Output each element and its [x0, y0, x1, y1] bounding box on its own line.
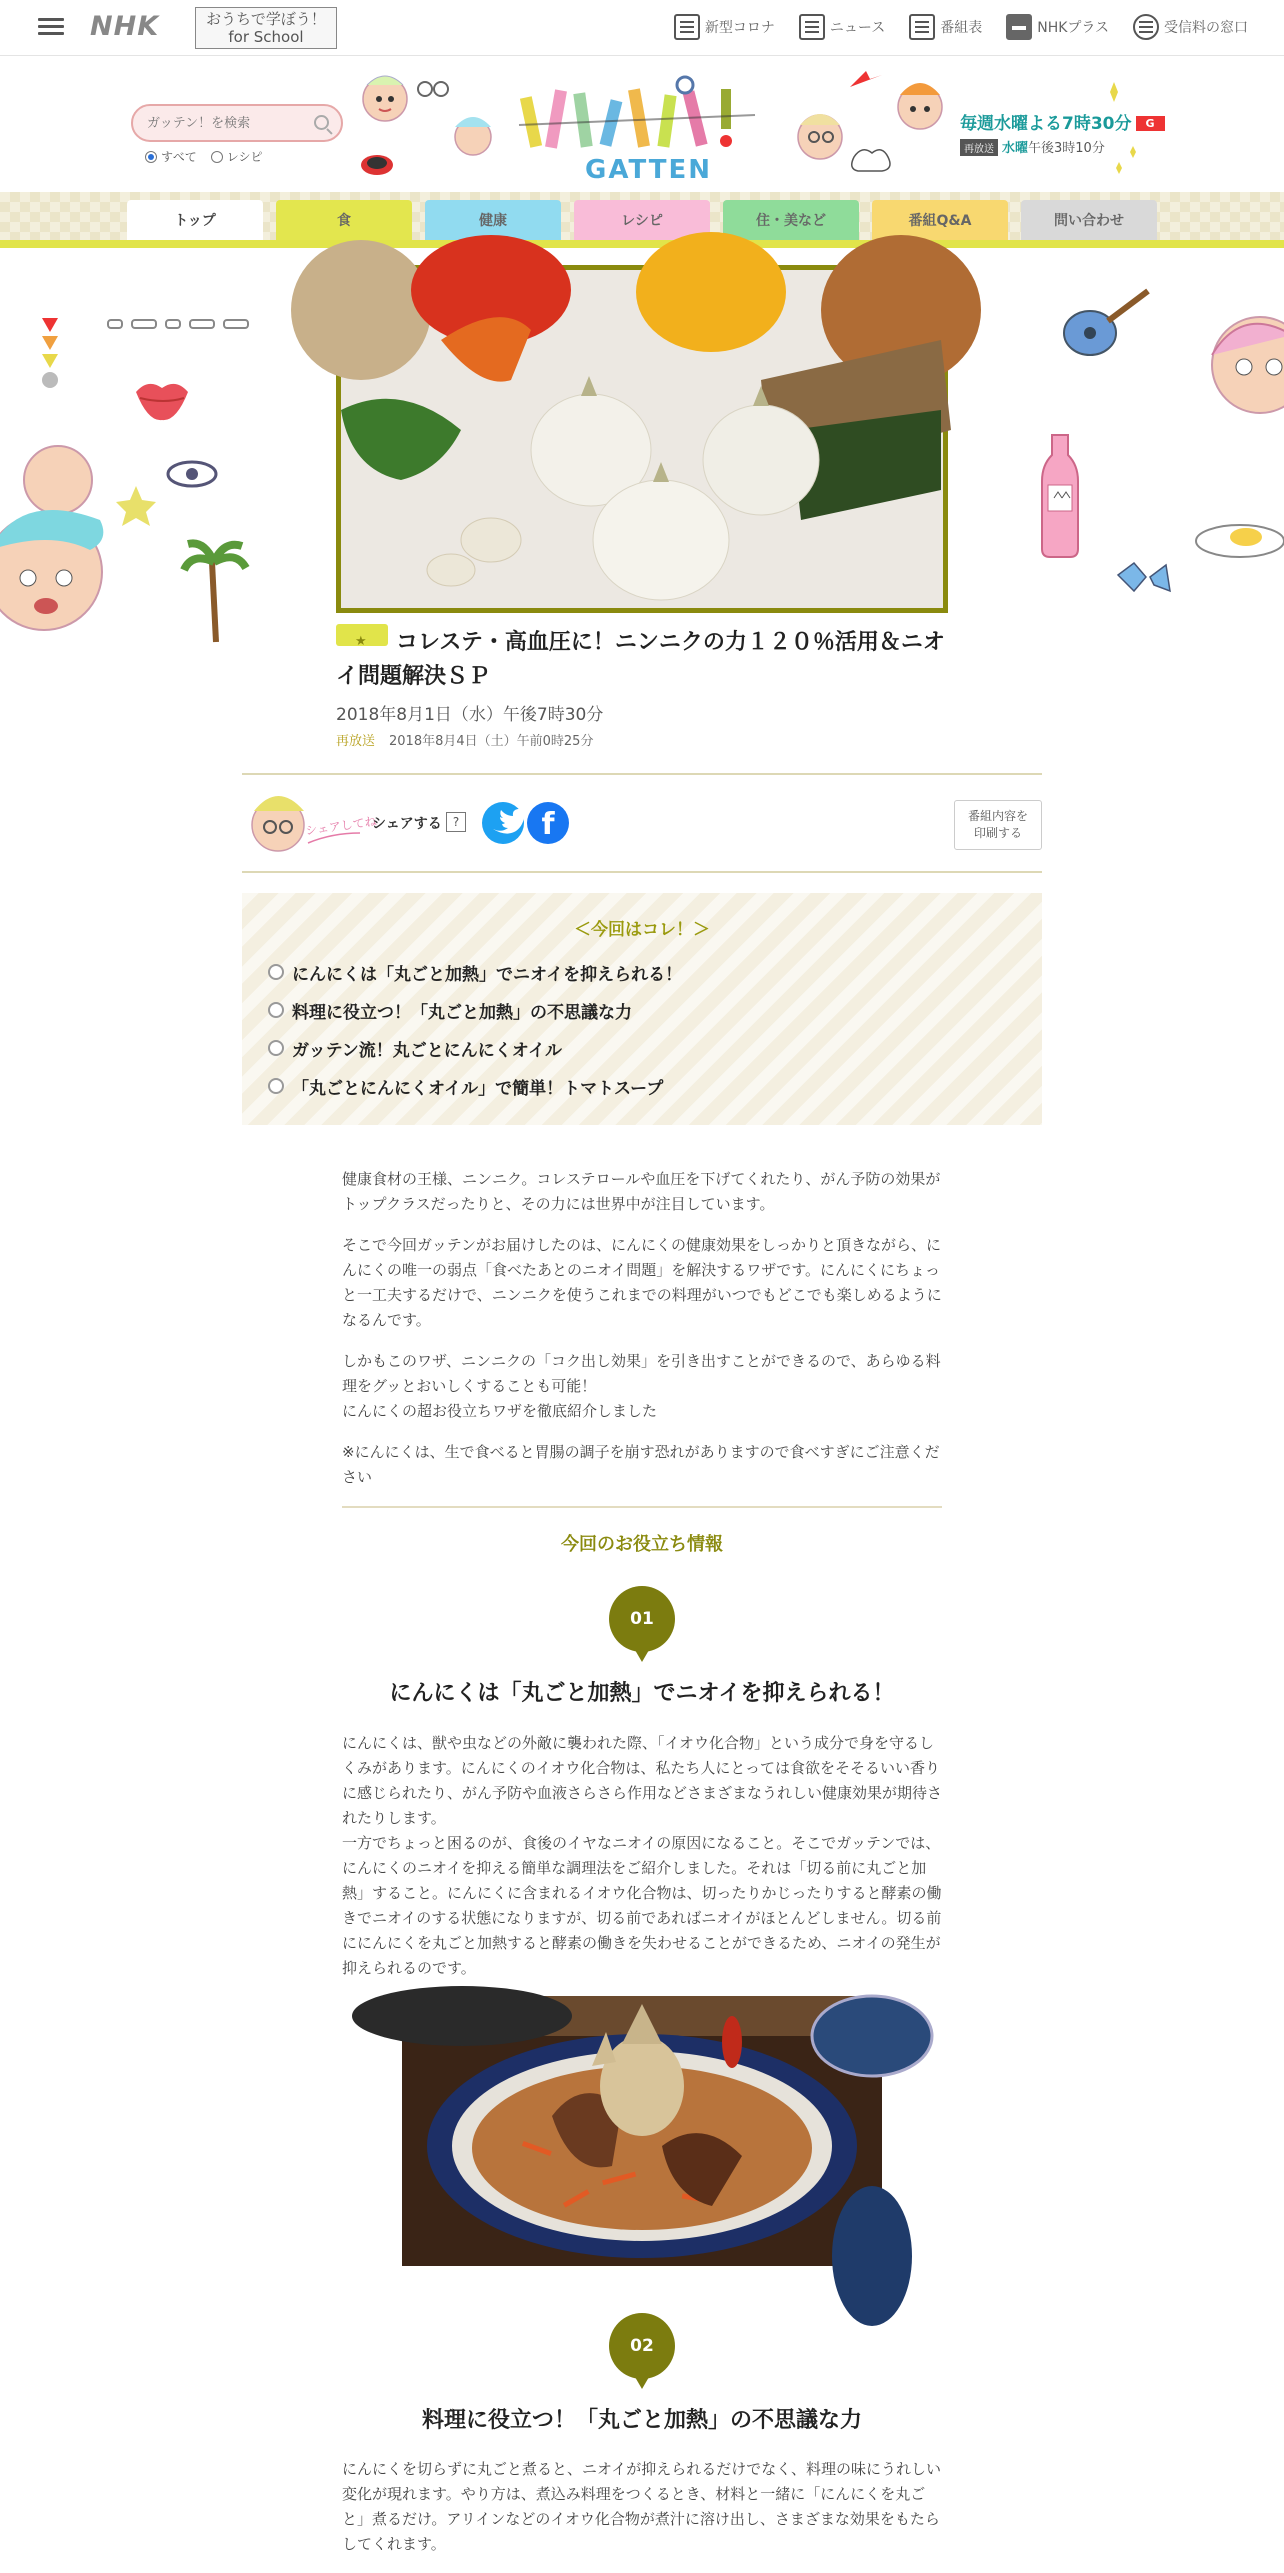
radio-recipe-label: レシピ [226, 150, 263, 164]
topnav-reception-label: 受信料の窓口 [1164, 20, 1248, 36]
topnav-nhk-plus[interactable] [1006, 14, 1109, 40]
episode-hero-image [336, 265, 948, 613]
highlight-text: 料理に役立つ！「丸ごと加熱」の不思議な力 [292, 1002, 632, 1023]
section-divider [342, 1506, 942, 1508]
section-photo [402, 1996, 882, 2266]
channel-badge: G [1136, 116, 1165, 131]
useful-info-title: 今回のお役立ち情報 [561, 1534, 723, 1555]
print-label-line2: 印刷する [973, 826, 1022, 840]
tab-food[interactable]: 食 [276, 200, 412, 240]
highlight-item[interactable] [268, 991, 682, 1029]
for-school-button[interactable] [195, 7, 337, 49]
nhk-plus-icon [1006, 14, 1032, 40]
highlight-text: にんにくは「丸ごと加熱」でニオイを抑えられる！ [292, 964, 683, 985]
section-body [342, 2457, 942, 2573]
share-label: シェアする [372, 816, 442, 832]
twitter-bird-icon [482, 802, 524, 844]
gatten-logo-text: GATTEN [585, 155, 713, 185]
facebook-icon[interactable]: f [527, 802, 569, 844]
topnav-corona-label: 新型コロナ [704, 20, 775, 36]
tab-health[interactable]: 健康 [425, 200, 561, 240]
intro-text [342, 1167, 942, 1506]
radio-checked-icon [145, 151, 157, 163]
character-illustrations-left [355, 67, 485, 182]
section-title: 料理に役立つ！「丸ごと加熱」の不思議な力 [421, 2408, 862, 2433]
news-icon [799, 14, 825, 40]
rebroadcast-day: 水曜 [1002, 141, 1029, 156]
search-input[interactable] [147, 113, 307, 133]
section-body [342, 1731, 942, 1997]
circle-bullet-icon [268, 1002, 284, 1018]
nhk-logo[interactable]: NHK [90, 11, 160, 42]
tab-life[interactable]: 住・美など [723, 200, 859, 240]
intro-paragraph: しかもこのワザ、ニンニクの「コク出し効果」を引き出すことができるので、あらゆる料理をグッとおいしくすることも可能！ [342, 1352, 941, 1395]
radio-recipe[interactable] [211, 148, 263, 165]
tab-contact[interactable]: 問い合わせ [1021, 200, 1157, 240]
menu-icon[interactable] [38, 14, 64, 40]
tab-top[interactable]: トップ [127, 200, 263, 240]
intro-paragraph: にんにくの超お役立ちワザを徹底紹介しました [342, 1402, 658, 1420]
site-header [0, 57, 1284, 192]
share-row [242, 773, 1042, 873]
help-icon[interactable]: ? [446, 812, 466, 832]
highlight-text: ガッテン流！丸ごとにんにくオイル [292, 1040, 562, 1061]
news-icon [674, 14, 700, 40]
right-side-illustration [1030, 285, 1284, 635]
tab-qa[interactable]: 番組Q&A [872, 200, 1008, 240]
rebroadcast-date: 2018年8月4日（土）午前0時25分 [389, 734, 594, 749]
episode-title-text: コレステ・高血圧に！ニンニクの力１２０％活用＆ニオイ問題解決ＳＰ [336, 630, 945, 689]
garlic-vegetables-photo [341, 270, 943, 608]
intro-paragraph: そこで今回ガッテンがお届けしたのは、にんにくの健康効果をしっかりと頂きながら、にんにくの唯一の弱点「食べたあとのニオイ問題」を解決するワザです。にんにくにちょっと一工夫するだけで、ニンニクを使うこれまでの料理がいつでもどこでも楽しめるようになるんです。 [342, 1236, 942, 1329]
section-title: にんにくは「丸ごと加熱」でニオイを抑えられる！ [389, 1681, 895, 1706]
dish-photo [402, 1996, 882, 2266]
top-nav [674, 14, 1248, 40]
highlight-item[interactable] [268, 1029, 682, 1067]
gatten-logo-art [515, 75, 765, 160]
highlights-title: ＜今回はコレ！＞ [574, 920, 710, 940]
radio-all-label: すべて [161, 150, 197, 164]
circle-bullet-icon [268, 1078, 284, 1094]
search-box [131, 104, 343, 142]
topnav-news[interactable] [799, 14, 885, 40]
topnav-schedule[interactable] [909, 14, 982, 40]
school-label-line2: for School [228, 28, 304, 46]
highlight-item[interactable] [268, 953, 682, 991]
intro-note: ※にんにくは、生で食べると胃腸の調子を崩す恐れがありますので食べすぎにご注意ください [342, 1443, 940, 1486]
radio-unchecked-icon [211, 151, 223, 163]
circle-bullet-icon [268, 1040, 284, 1056]
section-paragraph: にんにくは、獣や虫などの外敵に襲われた際、「イオウ化合物」という成分で身を守るしくみがあります。にんにくのイオウ化合物は、私たち人にとっては食欲をそそるいい香りに感じられたり、がん予防や血液さらさら作用などさまざまなうれしい健康効果が期待されたりします。 [342, 1734, 943, 1827]
highlights-list [268, 953, 682, 1105]
grid-icon [909, 14, 935, 40]
left-side-illustration [0, 300, 260, 650]
section-paragraph: 一方でちょっと困るのが、食後のイヤなニオイの原因になること。そこでガッテンでは、にんにくのニオイを抑える簡単な調理法をご紹介しました。それは「切る前に丸ごと加熱」すること。にんにくに含まれるイオウ化合物は、切ったりかじったりすると酵素の働きでニオイのする状態になりますが、切る前であればニオイがほとんどしません。切る前ににんにくを丸ごと加熱すると酵素の働きを失わせることができるため、ニオイの発生が抑えられるのです。 [342, 1834, 942, 1977]
topnav-news-label: ニュース [829, 20, 886, 36]
topnav-schedule-label: 番組表 [940, 20, 983, 36]
broadcast-time-text: 毎週水曜よる7時30分 [960, 114, 1132, 134]
print-label-line1: 番組内容を [967, 809, 1028, 823]
section-paragraph: にんにくを切らずに丸ごと煮ると、ニオイが抑えられるだけでなく、料理の味にうれしい変化が現れます。やり方は、煮込み料理をつくるとき、材料と一緒に「にんにくを丸ごと」煮るだけ。アリインなどのイオウ化合物が煮汁に溶け出し、さまざまな効果をもたらしてくれます。 [342, 2460, 941, 2553]
section-number-badge: 01 [609, 1586, 675, 1652]
topnav-reception[interactable] [1133, 14, 1248, 40]
category-tabs [127, 200, 1157, 240]
episode-date: 2018年8月1日（水）午後7時30分 [336, 705, 604, 725]
rebroadcast-tag: 再放送 [960, 139, 998, 156]
episode-rebroadcast [336, 730, 593, 749]
nhk-top-bar [0, 0, 1284, 56]
sparkle-icon [1100, 72, 1150, 182]
radio-all[interactable] [145, 148, 197, 165]
topnav-nhk-plus-label: NHKプラス [1037, 20, 1109, 36]
print-button[interactable] [954, 800, 1042, 850]
topnav-corona[interactable] [674, 14, 775, 40]
highlight-item[interactable] [268, 1067, 682, 1105]
episode-title [336, 624, 948, 694]
search-scope [145, 148, 262, 165]
school-label-line1: おうちで学ぼう！ [206, 10, 326, 28]
highlight-text: 「丸ごとにんにくオイル」で簡単！トマトスープ [292, 1078, 664, 1099]
search-icon[interactable] [314, 115, 329, 130]
star-icon [336, 624, 388, 646]
intro-paragraph: 健康食材の王様、ニンニク。コレステロールや血圧を下げてくれたり、がん予防の効果がトップクラスだったりと、その力には世界中が注目しています。 [342, 1170, 941, 1213]
share-bubble-text: シェアしてね [304, 814, 378, 838]
episode-title-block [336, 624, 948, 694]
twitter-icon[interactable] [482, 802, 524, 844]
circle-bullet-icon [268, 964, 284, 980]
category-nav-underline [0, 240, 1284, 248]
highlights-box [242, 893, 1042, 1125]
share-character-illustration [242, 781, 378, 869]
rebroadcast-label: 再放送 [336, 734, 376, 749]
tab-recipe[interactable]: レシピ [574, 200, 710, 240]
reception-icon [1133, 14, 1159, 40]
section-number-badge: 02 [609, 2313, 675, 2379]
rebroadcast-time-text: 午後3時10分 [1028, 141, 1105, 156]
gatten-logo[interactable] [515, 75, 765, 185]
character-illustrations-right [790, 67, 950, 182]
